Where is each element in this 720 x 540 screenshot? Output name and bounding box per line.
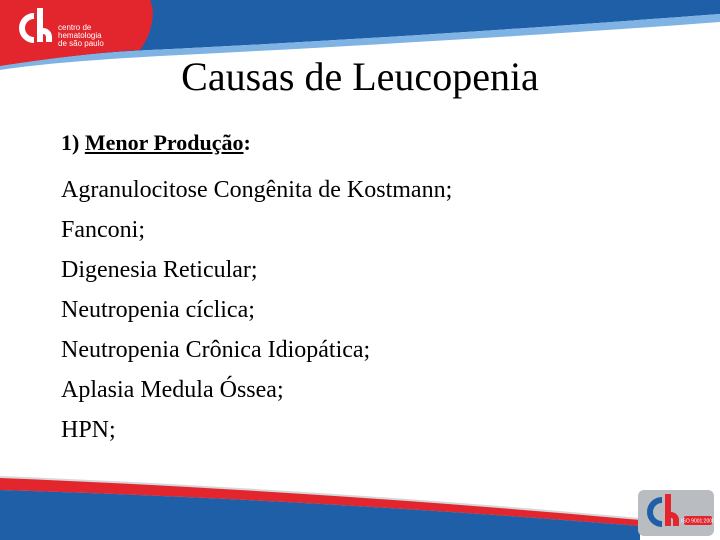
- logo-line: centro de: [58, 23, 92, 32]
- list-item: Fanconi;: [61, 217, 145, 243]
- logo: [6, 6, 146, 50]
- list-item: Neutropenia cíclica;: [61, 297, 255, 323]
- list-item: Agranulocitose Congênita de Kostmann;: [61, 177, 453, 203]
- footer-logo: [636, 486, 716, 538]
- slide-title: Causas de Leucopenia: [181, 54, 539, 99]
- logo-line: de são paulo: [58, 39, 104, 48]
- logo-text: [58, 24, 138, 48]
- list-item: HPN;: [61, 417, 116, 443]
- list-item: Neutropenia Crônica Idiopática;: [61, 337, 371, 363]
- section-label: Menor Produção: [84, 130, 244, 155]
- logo-line: hematologia: [58, 31, 102, 40]
- list-item: Digenesia Reticular;: [61, 257, 258, 283]
- section-number: 1): [61, 130, 85, 155]
- section-colon: :: [243, 130, 251, 155]
- list-item: Aplasia Medula Óssea;: [61, 377, 284, 403]
- logo-mark: [10, 6, 58, 50]
- iso-badge: ISO 9001:2000: [681, 518, 715, 525]
- section-heading: [61, 126, 251, 160]
- footer-band: [0, 468, 720, 540]
- cause-list: [61, 170, 452, 450]
